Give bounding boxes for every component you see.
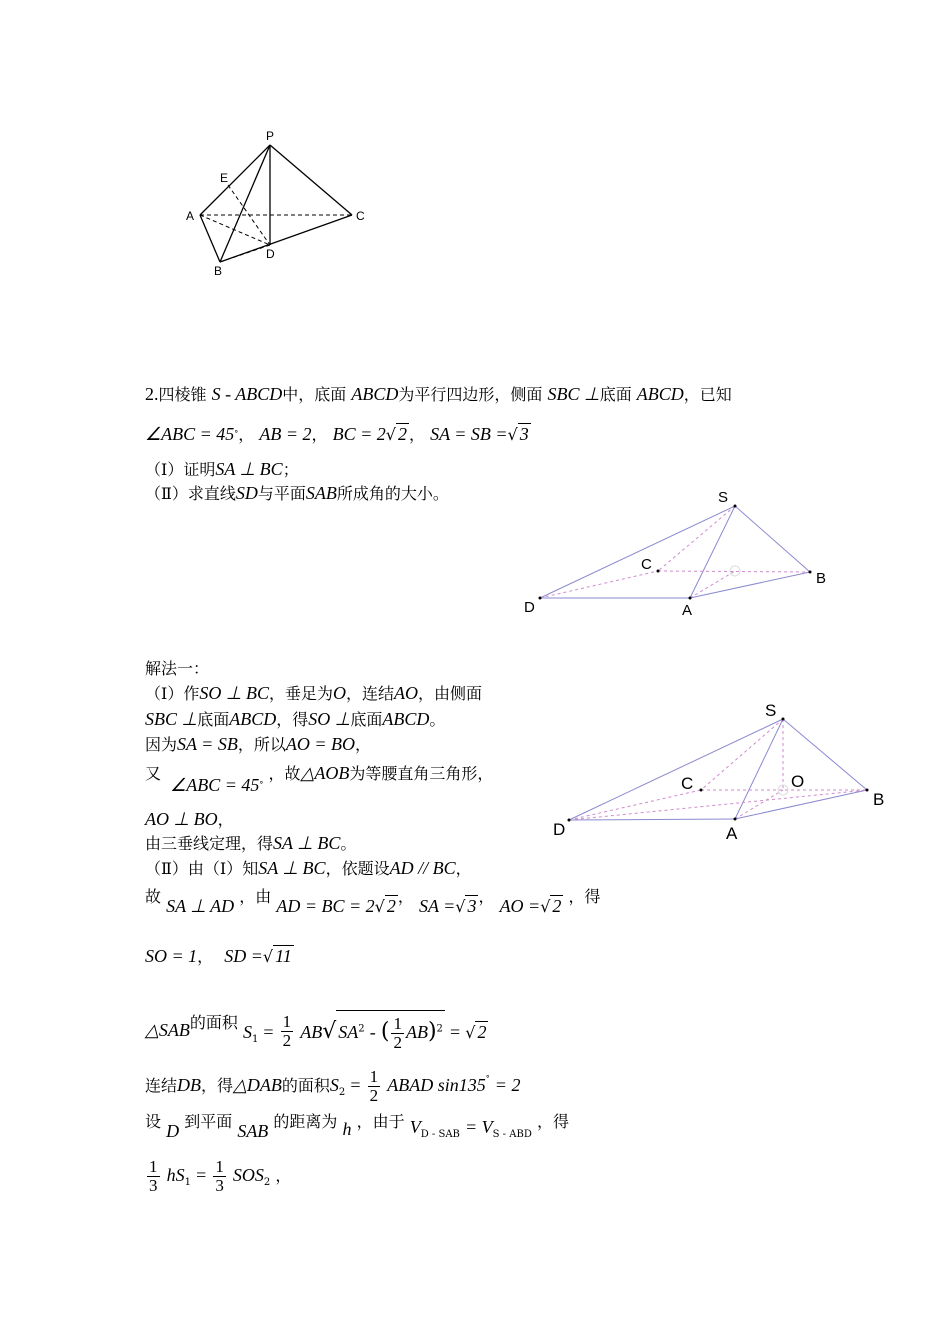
label-D: D bbox=[524, 599, 535, 616]
label-S: S bbox=[718, 489, 729, 506]
solution-line-7: （Ⅱ）由（Ⅰ）知SA ⊥ BC，依题设AD // BC， bbox=[145, 858, 472, 878]
edge-PB bbox=[220, 145, 270, 262]
problem-line-2: ∠ABC = 45°， AB = 2， BC = 2√ 2 ， SA = SB =√ 3 bbox=[145, 424, 529, 444]
figure-1-pyramid bbox=[180, 125, 380, 280]
solution-line-9: SO = 1， SD =√ 11 bbox=[145, 946, 292, 966]
figure-2-pyramid bbox=[515, 488, 835, 618]
label-C: C bbox=[356, 209, 365, 223]
label-B: B bbox=[816, 570, 827, 587]
solution-line-3: 因为SA = SB，所以AO = BO， bbox=[145, 734, 371, 754]
problem-part-2: （Ⅱ）求直线SD与平面SAB所成角的大小。 bbox=[145, 483, 449, 503]
solution-line-1: （Ⅰ）作SO ⊥ BC，垂足为O，连结AO，由侧面 bbox=[145, 683, 483, 703]
solution-line-13: $\frac{1}{3}$ $hS_1$ = $\frac{1}{3}$ $SOS_2$ ， bbox=[149, 1157, 292, 1195]
label-D: D bbox=[553, 820, 566, 839]
problem-part-1: （Ⅰ）证明SA ⊥ BC； bbox=[145, 459, 299, 479]
solution-line-4: 又 ∠ABC = 45° ，故△AOB为等腰直角三角形， bbox=[145, 763, 494, 795]
label-B: B bbox=[873, 790, 885, 809]
label-A: A bbox=[186, 209, 195, 223]
solution-line-5: AO ⊥ BO， bbox=[145, 809, 234, 829]
label-C: C bbox=[641, 556, 652, 573]
label-A: A bbox=[726, 824, 738, 843]
solution-line-2: SBC ⊥底面ABCD，得SO ⊥底面ABCD。 bbox=[145, 709, 446, 729]
label-E: E bbox=[220, 171, 229, 185]
label-B: B bbox=[214, 264, 223, 278]
solution-line-10: △SAB的面积 $S_1$ = $\frac{1}{2}$ AB√ $SA^2$ - ( $\frac{1}{2}$ AB)$^2$ = √ 2 bbox=[145, 1012, 487, 1052]
figure-3-pyramid bbox=[545, 700, 895, 845]
label-P: P bbox=[266, 129, 275, 143]
edge-PA bbox=[200, 145, 270, 215]
label-C: C bbox=[681, 774, 694, 793]
solution-line-6: 由三垂线定理，得SA ⊥ BC。 bbox=[145, 833, 357, 853]
solution-heading: 解法一： bbox=[145, 659, 210, 678]
solution-line-8: 故 SA ⊥ AD ，由 AD = BC = 2√ 2 ， SA =√ 3 ， AO =√ 2 ，得 bbox=[145, 887, 601, 916]
edge-AB bbox=[200, 215, 220, 262]
edge-PC bbox=[270, 145, 352, 215]
solution-line-12: 设 D 到平面 SAB 的距离为 h ，由于 $V_{D - SAB} = V_{S - ABD}$ ，得 bbox=[145, 1112, 569, 1141]
solution-line-11: 连结DB，得△DAB的面积$S_2$ = $\frac{1}{2}$ ABAD sin135° = 2 bbox=[145, 1067, 521, 1105]
problem-line-1: 2.四棱锥 S - ABCD中，底面 ABCD为平行四边形，侧面 SBC ⊥底面 ABCD，已知 bbox=[145, 384, 732, 404]
label-O: O bbox=[791, 772, 805, 791]
label-S: S bbox=[765, 701, 777, 720]
label-A: A bbox=[682, 602, 693, 618]
label-D: D bbox=[266, 247, 275, 261]
